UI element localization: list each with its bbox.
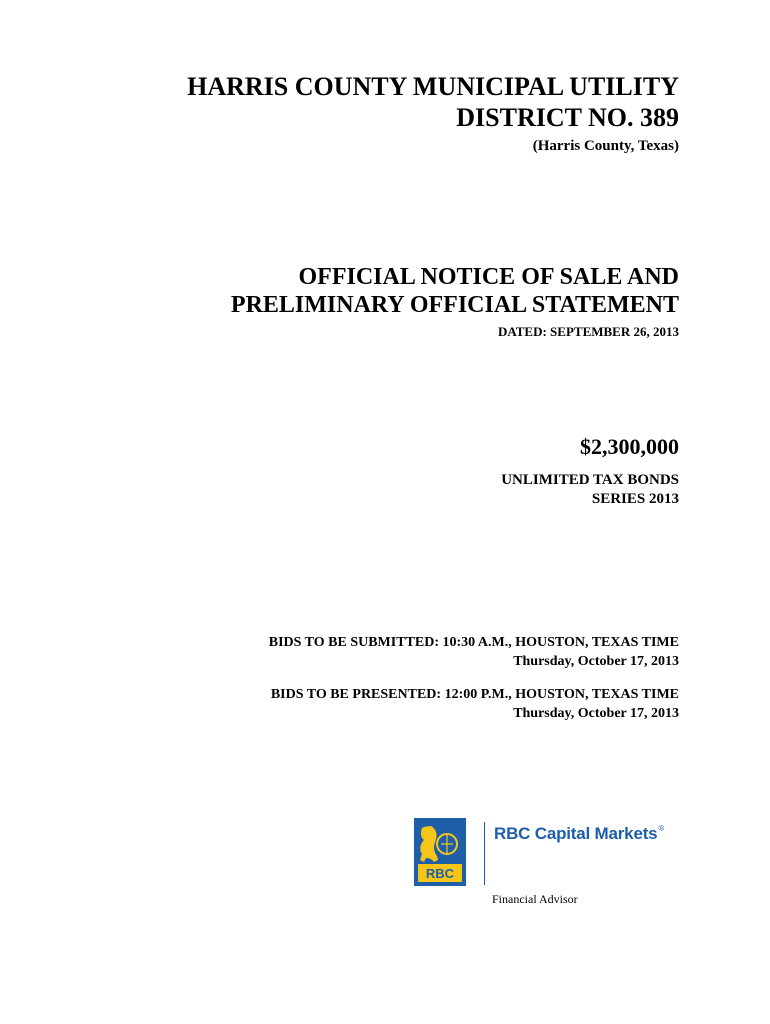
notice-title-line-1: OFFICIAL NOTICE OF SALE AND [298,264,679,290]
bond-series: SERIES 2013 [591,491,679,507]
bids-presented-date: Thursday, October 17, 2013 [513,706,679,721]
advisor-brand-name: RBC Capital Markets [494,824,658,843]
bond-amount: $2,300,000 [580,434,679,459]
bids-submitted-date: Thursday, October 17, 2013 [513,654,679,669]
issuer-title-line-2: DISTRICT NO. 389 [456,103,679,132]
advisor-role: Financial Advisor [492,892,578,906]
notice-title-line-2: PRELIMINARY OFFICIAL STATEMENT [230,292,679,318]
issuer-location: (Harris County, Texas) [532,138,679,154]
logo-divider [484,822,485,885]
bond-type: UNLIMITED TAX BONDS [501,472,679,488]
bids-presented-line: BIDS TO BE PRESENTED: 12:00 P.M., HOUSTON, TEXAS TIME [270,687,679,702]
registered-mark: ® [658,824,665,833]
rbc-logo-text: RBC [425,866,455,881]
rbc-logo [414,818,466,886]
bids-submitted-line: BIDS TO BE SUBMITTED: 10:30 A.M., HOUSTON, TEXAS TIME [268,635,679,650]
issuer-title-line-1: HARRIS COUNTY MUNICIPAL UTILITY [187,72,679,101]
dated-line: DATED: SEPTEMBER 26, 2013 [497,324,679,339]
advisor-brand [494,824,664,844]
